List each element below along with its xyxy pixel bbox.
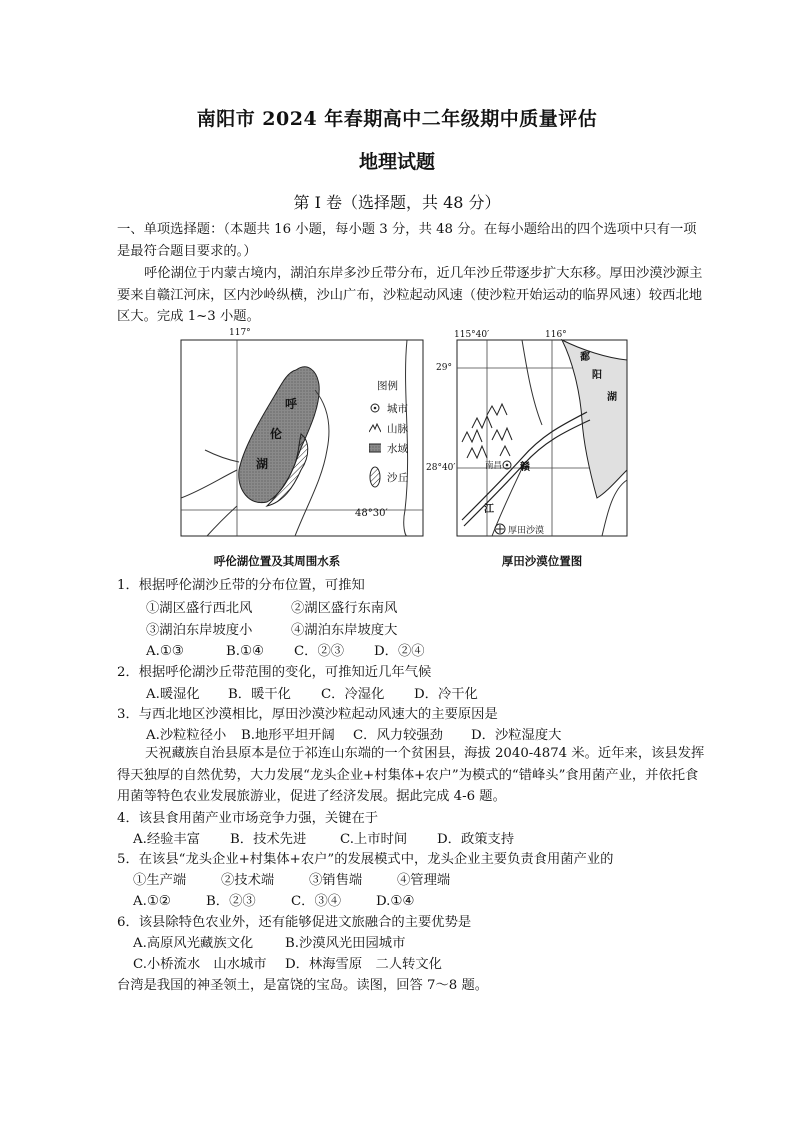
question-stem: 根据呼伦湖沙丘带的分布位置，可推知 (138, 578, 365, 593)
question-5 (117, 848, 613, 867)
lake-char: 湖 (256, 457, 269, 471)
lat-label: 48°30′ (355, 508, 388, 519)
passage-3: 台湾是我国的神圣领土，是富饶的宝岛。读图，回答 7～8 题。 (117, 978, 489, 993)
question-6 (117, 911, 471, 930)
option: B．暖干化 (228, 687, 291, 702)
option: D．沙粒湿度大 (471, 728, 562, 743)
option: C．②③ (294, 644, 345, 659)
option: D．②④ (374, 644, 425, 659)
lake-char: 鄱 (580, 352, 590, 363)
option: C.小桥流水 山水城市 (133, 957, 267, 972)
answer-options (133, 890, 414, 909)
lon-label: 115°40′ (454, 330, 490, 340)
item: ③湖泊东岸坡度小 (146, 623, 253, 638)
item: ②技术端 (221, 873, 275, 888)
question-2 (117, 661, 431, 680)
option: C．③④ (291, 894, 342, 909)
item: ④湖泊东岸坡度大 (291, 623, 398, 638)
lake-char: 阳 (592, 370, 602, 381)
option: C．冷湿化 (321, 687, 385, 702)
option: C.上市时间 (340, 832, 408, 847)
legend-label: 沙丘 (387, 471, 408, 484)
lat-label: 28°40′ (426, 463, 456, 473)
lake-char: 伦 (270, 427, 283, 441)
item: ①生产端 (133, 873, 187, 888)
item: ②湖区盛行东南风 (291, 601, 398, 616)
option: A.暖湿化 (146, 687, 200, 702)
option: D．林海雪原 二人转文化 (285, 957, 442, 972)
option: B.沙漠风光田园城市 (285, 936, 406, 951)
mountain-icon (369, 423, 381, 433)
question-4 (117, 807, 378, 826)
lat-label: 29° (436, 363, 452, 373)
lake-char: 呼 (285, 397, 298, 411)
map-caption: 厚田沙漠位置图 (501, 554, 583, 568)
option: A.①③ (146, 644, 184, 659)
legend-title: 图例 (377, 380, 398, 392)
passage-1: 呼伦湖位于内蒙古境内，湖泊东岸多沙丘带分布，近几年沙丘带逐步扩大东移。厚田沙漠沙源主要来自赣江河床，区内沙岭纵横，沙山广布，沙粒起动风速（使沙粒开始运动的临界风速）较西北地区大。完成 1~3 小题。 (117, 266, 703, 324)
poyang-lake-shape (562, 340, 627, 498)
answer-options (146, 724, 561, 743)
option: A.沙粒粒径小 (146, 728, 227, 743)
question-1 (117, 574, 365, 593)
question-number: 1． (117, 578, 139, 593)
legend-label: 城市 (387, 402, 408, 415)
question-number: 5． (117, 852, 139, 867)
lake-char: 湖 (607, 392, 617, 403)
option: B.①④ (226, 644, 264, 659)
desert-label: 厚田沙漠 (508, 526, 545, 536)
option: C．风力较强劲 (353, 728, 443, 743)
question-stem: 该县食用菌产业市场竞争力强，关键在于 (138, 811, 379, 826)
legend (369, 398, 429, 490)
legend-label: 水域 (387, 442, 408, 455)
question-stem: 该县除特色农业外，还有能够促进文旅融合的主要优势是 (138, 915, 472, 930)
option: A.①② (133, 894, 171, 909)
question-items (146, 619, 397, 638)
option: B．②③ (206, 894, 256, 909)
option: B.地形平坦开阔 (241, 728, 335, 743)
question-items (133, 869, 450, 888)
river-char: 赣 (520, 462, 530, 473)
lon-label: 117° (229, 328, 251, 338)
hulun-lake-map (177, 328, 427, 568)
instructions: 一、单项选择题：（本题共 16 小题，每小题 3 分，共 48 分。在每小题给出的四个选项中只有一项是最符合题目要求的。） (117, 222, 697, 259)
section-heading: 第 I 卷（选择题，共 48 分） (293, 193, 501, 212)
legend-label: 山脉 (387, 422, 408, 435)
lon-label: 116° (545, 330, 567, 340)
exam-subject: 地理试题 (358, 151, 435, 173)
option: D.①④ (376, 894, 415, 909)
answer-options (146, 640, 425, 659)
question-items (146, 597, 397, 616)
question-number: 4． (117, 811, 139, 826)
question-number: 3． (117, 707, 139, 722)
question-3 (117, 703, 498, 722)
answer-options (133, 828, 514, 847)
item: ③销售端 (309, 873, 363, 888)
houtian-desert-map (426, 330, 632, 568)
city-icon (369, 403, 381, 413)
option: D．政策支持 (437, 832, 515, 847)
option: A.高原风光藏族文化 (133, 936, 254, 951)
exam-title: 南阳市 2024 年春期高中二年级期中质量评估 (196, 108, 598, 130)
city-label: 南昌 (485, 461, 503, 471)
answer-options (133, 932, 405, 951)
item: ①湖区盛行西北风 (146, 601, 253, 616)
question-number: 6． (117, 915, 139, 930)
item: ④管理端 (397, 873, 451, 888)
answer-options (146, 683, 478, 702)
water-icon (369, 443, 381, 453)
question-number: 2． (117, 665, 139, 680)
option: D．冷干化 (414, 687, 478, 702)
question-stem: 根据呼伦湖沙丘带范围的变化，可推知近几年气候 (138, 665, 432, 680)
question-stem: 与西北地区沙漠相比，厚田沙漠沙粒起动风速大的主要原因是 (138, 707, 498, 722)
passage-2: 天祝藏族自治县原本是位于祁连山东端的一个贫困县，海拔 2040-4874 米。近年来，该县发挥得天独厚的自然优势，大力发展“龙头企业+村集体+农户”为模式的“错峰头”食用菌产业，并依托食用菌等特色农业发展旅游业，促进了经济发展。据此完成 4-6 题。 (117, 746, 705, 804)
question-stem: 在该县“龙头企业+村集体+农户”的发展模式中，龙头企业主要负责食用菌产业的 (138, 852, 614, 867)
dune-icon (369, 466, 381, 488)
map-caption: 呼伦湖位置及其周围水系 (213, 554, 341, 568)
option: B．技术先进 (230, 832, 307, 847)
answer-options (133, 953, 442, 972)
river-char: 江 (484, 504, 494, 515)
option: A.经验丰富 (133, 832, 201, 847)
